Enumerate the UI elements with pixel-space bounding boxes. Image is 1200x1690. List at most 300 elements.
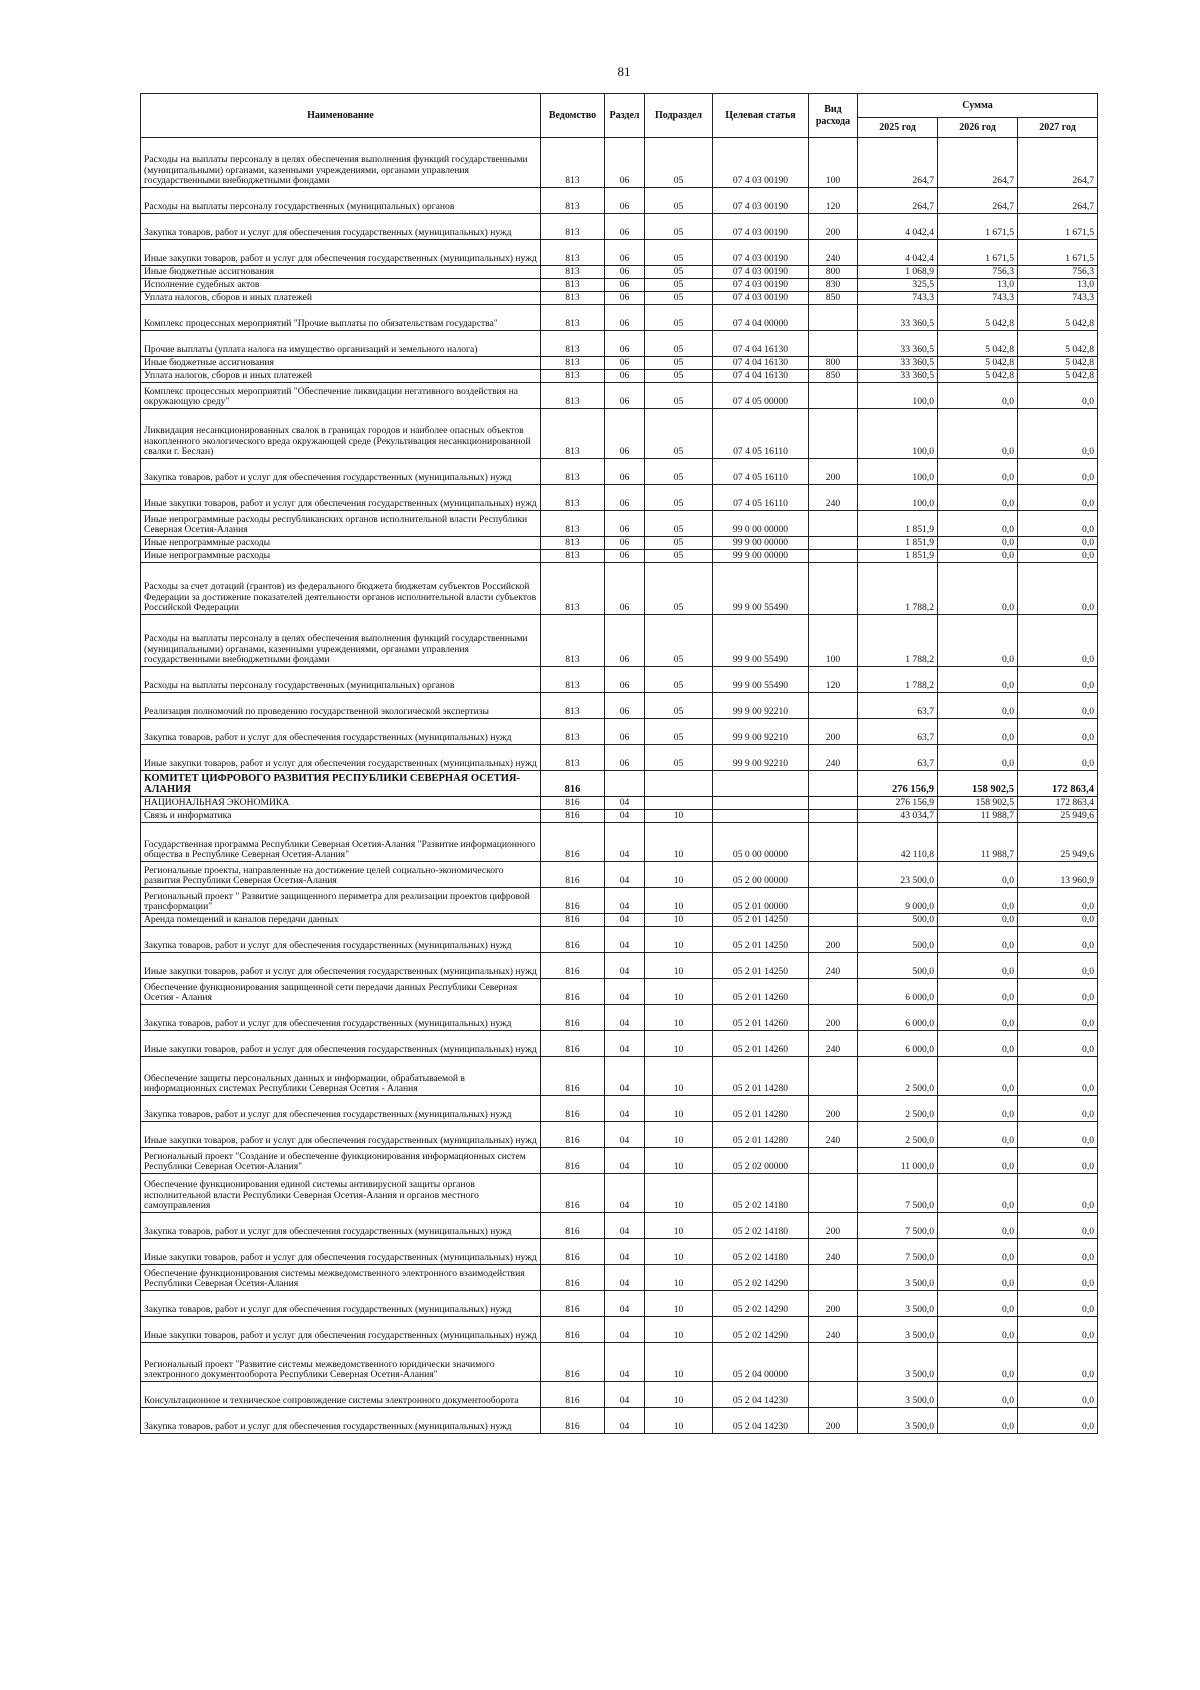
cell-subsection: 05 bbox=[645, 357, 713, 370]
cell-subsection: 10 bbox=[645, 1213, 713, 1239]
cell-sum-2025: 3 500,0 bbox=[858, 1317, 938, 1343]
cell-sum-2025: 7 500,0 bbox=[858, 1239, 938, 1265]
table-row bbox=[141, 214, 1098, 240]
cell-target-article: 05 2 01 14280 bbox=[713, 1096, 809, 1122]
cell-expense-type bbox=[809, 797, 858, 810]
table-row bbox=[141, 485, 1098, 511]
cell-expense-type: 100 bbox=[809, 615, 858, 667]
cell-department: 816 bbox=[541, 1122, 605, 1148]
cell-name: Связь и информатика bbox=[141, 810, 541, 823]
cell-sum-2026: 0,0 bbox=[938, 1265, 1018, 1291]
cell-subsection: 05 bbox=[645, 279, 713, 292]
cell-name: Государственная программа Республики Северная Осетия-Алания "Развитие информационного общества в Республике Северная Осетия-Алания" bbox=[141, 823, 541, 862]
table-row bbox=[141, 797, 1098, 810]
cell-sum-2026: 0,0 bbox=[938, 693, 1018, 719]
cell-department: 816 bbox=[541, 953, 605, 979]
cell-subsection: 10 bbox=[645, 1148, 713, 1174]
cell-name: КОМИТЕТ ЦИФРОВОГО РАЗВИТИЯ РЕСПУБЛИКИ СЕВЕРНАЯ ОСЕТИЯ-АЛАНИЯ bbox=[141, 771, 541, 797]
cell-target-article: 07 4 03 00190 bbox=[713, 240, 809, 266]
cell-department: 816 bbox=[541, 1291, 605, 1317]
cell-sum-2025: 63,7 bbox=[858, 693, 938, 719]
cell-name: Обеспечение защиты персональных данных и информации, обрабатываемой в информационных системах Республики Северная Осетия - Алания bbox=[141, 1057, 541, 1096]
cell-sum-2026: 11 988,7 bbox=[938, 810, 1018, 823]
cell-sum-2026: 0,0 bbox=[938, 485, 1018, 511]
cell-target-article: 07 4 04 16130 bbox=[713, 331, 809, 357]
cell-sum-2027: 0,0 bbox=[1018, 1265, 1098, 1291]
cell-section: 06 bbox=[605, 719, 645, 745]
cell-name: Региональный проект " Развитие защищенного периметра для реализации проектов цифровой трансформации" bbox=[141, 888, 541, 914]
cell-section: 04 bbox=[605, 1213, 645, 1239]
cell-sum-2025: 33 360,5 bbox=[858, 305, 938, 331]
cell-expense-type bbox=[809, 693, 858, 719]
cell-department: 813 bbox=[541, 459, 605, 485]
cell-target-article: 05 2 01 14250 bbox=[713, 953, 809, 979]
cell-section: 04 bbox=[605, 1382, 645, 1408]
cell-name: Закупка товаров, работ и услуг для обеспечения государственных (муниципальных) нужд bbox=[141, 214, 541, 240]
cell-name: Реализация полномочий по проведению государственной экологической экспертизы bbox=[141, 693, 541, 719]
cell-sum-2027: 0,0 bbox=[1018, 1291, 1098, 1317]
table-row bbox=[141, 1057, 1098, 1096]
cell-target-article: 05 2 02 00000 bbox=[713, 1148, 809, 1174]
cell-target-article: 99 9 00 55490 bbox=[713, 667, 809, 693]
cell-target-article: 07 4 03 00190 bbox=[713, 138, 809, 188]
cell-name: Иные закупки товаров, работ и услуг для обеспечения государственных (муниципальных) нужд bbox=[141, 953, 541, 979]
cell-name: Расходы на выплаты персоналу в целях обеспечения выполнения функций государственными (муниципальными) органами, казенными учреждениями, органами управления государственными внебюджетными фондами bbox=[141, 615, 541, 667]
cell-sum-2026: 5 042,8 bbox=[938, 331, 1018, 357]
cell-sum-2026: 0,0 bbox=[938, 1174, 1018, 1213]
cell-expense-type bbox=[809, 409, 858, 459]
cell-sum-2025: 500,0 bbox=[858, 927, 938, 953]
cell-section: 04 bbox=[605, 914, 645, 927]
cell-name: Закупка товаров, работ и услуг для обеспечения государственных (муниципальных) нужд bbox=[141, 1005, 541, 1031]
table-row bbox=[141, 305, 1098, 331]
cell-sum-2027: 0,0 bbox=[1018, 745, 1098, 771]
cell-subsection: 10 bbox=[645, 1265, 713, 1291]
cell-sum-2026: 0,0 bbox=[938, 1408, 1018, 1434]
cell-name: Иные закупки товаров, работ и услуг для обеспечения государственных (муниципальных) нужд bbox=[141, 1239, 541, 1265]
cell-section: 06 bbox=[605, 292, 645, 305]
cell-subsection: 05 bbox=[645, 266, 713, 279]
cell-sum-2026: 0,0 bbox=[938, 745, 1018, 771]
cell-department: 813 bbox=[541, 370, 605, 383]
cell-sum-2026: 0,0 bbox=[938, 953, 1018, 979]
table-row bbox=[141, 292, 1098, 305]
cell-target-article: 99 0 00 00000 bbox=[713, 511, 809, 537]
table-row bbox=[141, 1317, 1098, 1343]
cell-sum-2025: 500,0 bbox=[858, 914, 938, 927]
cell-expense-type bbox=[809, 888, 858, 914]
header-sum: Сумма bbox=[858, 94, 1098, 118]
cell-sum-2025: 1 851,9 bbox=[858, 537, 938, 550]
cell-sum-2027: 0,0 bbox=[1018, 1174, 1098, 1213]
cell-department: 816 bbox=[541, 823, 605, 862]
cell-section: 04 bbox=[605, 810, 645, 823]
cell-sum-2026: 0,0 bbox=[938, 1122, 1018, 1148]
cell-section: 06 bbox=[605, 667, 645, 693]
table-row bbox=[141, 745, 1098, 771]
cell-subsection: 10 bbox=[645, 927, 713, 953]
cell-sum-2026: 264,7 bbox=[938, 138, 1018, 188]
cell-expense-type: 800 bbox=[809, 357, 858, 370]
cell-sum-2027: 0,0 bbox=[1018, 1057, 1098, 1096]
table-row bbox=[141, 409, 1098, 459]
cell-expense-type bbox=[809, 1174, 858, 1213]
cell-sum-2025: 264,7 bbox=[858, 138, 938, 188]
cell-name: Иные закупки товаров, работ и услуг для обеспечения государственных (муниципальных) нужд bbox=[141, 1122, 541, 1148]
cell-target-article: 05 2 02 14180 bbox=[713, 1239, 809, 1265]
cell-expense-type: 240 bbox=[809, 1031, 858, 1057]
cell-expense-type: 200 bbox=[809, 459, 858, 485]
cell-sum-2026: 158 902,5 bbox=[938, 771, 1018, 797]
cell-sum-2026: 0,0 bbox=[938, 914, 1018, 927]
cell-section: 04 bbox=[605, 797, 645, 810]
cell-department: 816 bbox=[541, 888, 605, 914]
cell-subsection: 10 bbox=[645, 1057, 713, 1096]
cell-sum-2027: 0,0 bbox=[1018, 1239, 1098, 1265]
cell-sum-2027: 1 671,5 bbox=[1018, 214, 1098, 240]
cell-section: 04 bbox=[605, 1122, 645, 1148]
cell-department: 816 bbox=[541, 1265, 605, 1291]
cell-sum-2026: 0,0 bbox=[938, 511, 1018, 537]
cell-expense-type bbox=[809, 305, 858, 331]
cell-sum-2025: 3 500,0 bbox=[858, 1382, 938, 1408]
cell-sum-2027: 0,0 bbox=[1018, 1096, 1098, 1122]
table-row bbox=[141, 1096, 1098, 1122]
table-row bbox=[141, 188, 1098, 214]
header-name: Наименование bbox=[141, 94, 541, 138]
cell-target-article: 05 2 02 14180 bbox=[713, 1213, 809, 1239]
cell-subsection bbox=[645, 797, 713, 810]
table-row bbox=[141, 563, 1098, 615]
cell-name: Комплекс процессных мероприятий "Прочие выплаты по обязательствам государства" bbox=[141, 305, 541, 331]
cell-section: 04 bbox=[605, 1408, 645, 1434]
cell-department: 816 bbox=[541, 1174, 605, 1213]
table-row bbox=[141, 1174, 1098, 1213]
cell-sum-2027: 25 949,6 bbox=[1018, 810, 1098, 823]
cell-sum-2027: 13,0 bbox=[1018, 279, 1098, 292]
cell-name: Иные закупки товаров, работ и услуг для обеспечения государственных (муниципальных) нужд bbox=[141, 1317, 541, 1343]
cell-sum-2027: 0,0 bbox=[1018, 1382, 1098, 1408]
cell-sum-2027: 264,7 bbox=[1018, 138, 1098, 188]
cell-section: 04 bbox=[605, 1031, 645, 1057]
cell-subsection: 05 bbox=[645, 331, 713, 357]
cell-expense-type: 200 bbox=[809, 927, 858, 953]
cell-sum-2025: 7 500,0 bbox=[858, 1174, 938, 1213]
cell-expense-type: 800 bbox=[809, 266, 858, 279]
table-row bbox=[141, 240, 1098, 266]
table-row bbox=[141, 1031, 1098, 1057]
cell-subsection: 05 bbox=[645, 214, 713, 240]
cell-subsection: 05 bbox=[645, 550, 713, 563]
cell-department: 813 bbox=[541, 719, 605, 745]
cell-target-article: 05 2 04 14230 bbox=[713, 1408, 809, 1434]
cell-expense-type: 240 bbox=[809, 240, 858, 266]
cell-department: 816 bbox=[541, 1239, 605, 1265]
cell-section: 06 bbox=[605, 693, 645, 719]
cell-target-article: 07 4 03 00190 bbox=[713, 214, 809, 240]
cell-expense-type bbox=[809, 537, 858, 550]
cell-sum-2025: 3 500,0 bbox=[858, 1291, 938, 1317]
cell-target-article: 07 4 03 00190 bbox=[713, 292, 809, 305]
cell-name: Иные закупки товаров, работ и услуг для обеспечения государственных (муниципальных) нужд bbox=[141, 1031, 541, 1057]
cell-sum-2027: 5 042,8 bbox=[1018, 331, 1098, 357]
cell-target-article: 05 2 01 14250 bbox=[713, 927, 809, 953]
cell-sum-2025: 6 000,0 bbox=[858, 1031, 938, 1057]
cell-section: 06 bbox=[605, 331, 645, 357]
cell-sum-2026: 0,0 bbox=[938, 888, 1018, 914]
cell-section: 04 bbox=[605, 1343, 645, 1382]
cell-department: 813 bbox=[541, 240, 605, 266]
cell-expense-type bbox=[809, 550, 858, 563]
cell-sum-2025: 3 500,0 bbox=[858, 1265, 938, 1291]
cell-sum-2027: 0,0 bbox=[1018, 693, 1098, 719]
table-row bbox=[141, 1005, 1098, 1031]
cell-sum-2025: 7 500,0 bbox=[858, 1213, 938, 1239]
cell-expense-type bbox=[809, 862, 858, 888]
cell-expense-type bbox=[809, 1265, 858, 1291]
cell-sum-2026: 0,0 bbox=[938, 1291, 1018, 1317]
cell-expense-type: 850 bbox=[809, 292, 858, 305]
cell-sum-2025: 3 500,0 bbox=[858, 1408, 938, 1434]
cell-expense-type: 200 bbox=[809, 1408, 858, 1434]
cell-department: 813 bbox=[541, 214, 605, 240]
cell-sum-2025: 33 360,5 bbox=[858, 357, 938, 370]
cell-department: 813 bbox=[541, 383, 605, 409]
cell-name: Прочие выплаты (уплата налога на имущество организаций и земельного налога) bbox=[141, 331, 541, 357]
header-target-article: Целевая статья bbox=[713, 94, 809, 138]
cell-sum-2027: 0,0 bbox=[1018, 1343, 1098, 1382]
cell-subsection: 05 bbox=[645, 563, 713, 615]
cell-section: 06 bbox=[605, 409, 645, 459]
cell-sum-2027: 743,3 bbox=[1018, 292, 1098, 305]
cell-sum-2025: 33 360,5 bbox=[858, 370, 938, 383]
cell-sum-2027: 0,0 bbox=[1018, 511, 1098, 537]
cell-department: 813 bbox=[541, 266, 605, 279]
cell-sum-2027: 0,0 bbox=[1018, 953, 1098, 979]
cell-section: 06 bbox=[605, 615, 645, 667]
cell-department: 813 bbox=[541, 693, 605, 719]
cell-section: 06 bbox=[605, 357, 645, 370]
cell-section: 06 bbox=[605, 214, 645, 240]
table-row bbox=[141, 1213, 1098, 1239]
table-row bbox=[141, 927, 1098, 953]
cell-sum-2025: 264,7 bbox=[858, 188, 938, 214]
cell-section: 04 bbox=[605, 927, 645, 953]
table-row bbox=[141, 1148, 1098, 1174]
cell-sum-2025: 500,0 bbox=[858, 953, 938, 979]
cell-target-article: 07 4 03 00190 bbox=[713, 266, 809, 279]
table-row bbox=[141, 888, 1098, 914]
cell-department: 813 bbox=[541, 745, 605, 771]
cell-sum-2025: 743,3 bbox=[858, 292, 938, 305]
cell-name: Иные закупки товаров, работ и услуг для обеспечения государственных (муниципальных) нужд bbox=[141, 745, 541, 771]
cell-name: Расходы на выплаты персоналу в целях обеспечения выполнения функций государственными (муниципальными) органами, казенными учреждениями, органами управления государственными внебюджетными фондами bbox=[141, 138, 541, 188]
cell-subsection: 10 bbox=[645, 979, 713, 1005]
cell-department: 813 bbox=[541, 537, 605, 550]
cell-sum-2025: 1 851,9 bbox=[858, 550, 938, 563]
cell-name: Региональный проект "Создание и обеспечение функционирования информационных систем Республики Северная Осетия-Алания" bbox=[141, 1148, 541, 1174]
cell-sum-2026: 0,0 bbox=[938, 1005, 1018, 1031]
table-row bbox=[141, 862, 1098, 888]
cell-sum-2027: 0,0 bbox=[1018, 459, 1098, 485]
cell-target-article: 07 4 05 16110 bbox=[713, 459, 809, 485]
cell-sum-2027: 756,3 bbox=[1018, 266, 1098, 279]
cell-subsection: 10 bbox=[645, 1239, 713, 1265]
cell-subsection: 10 bbox=[645, 810, 713, 823]
cell-sum-2027: 172 863,4 bbox=[1018, 771, 1098, 797]
cell-section: 04 bbox=[605, 1239, 645, 1265]
cell-target-article: 99 9 00 55490 bbox=[713, 615, 809, 667]
table-row bbox=[141, 1343, 1098, 1382]
table-row bbox=[141, 331, 1098, 357]
cell-name: Иные бюджетные ассигнования bbox=[141, 266, 541, 279]
cell-sum-2027: 0,0 bbox=[1018, 927, 1098, 953]
cell-section: 04 bbox=[605, 888, 645, 914]
cell-subsection: 05 bbox=[645, 693, 713, 719]
cell-department: 813 bbox=[541, 331, 605, 357]
cell-sum-2025: 3 500,0 bbox=[858, 1343, 938, 1382]
header-subsection: Подраздел bbox=[645, 94, 713, 138]
cell-target-article: 05 2 01 14260 bbox=[713, 979, 809, 1005]
cell-sum-2025: 42 110,8 bbox=[858, 823, 938, 862]
cell-sum-2026: 0,0 bbox=[938, 1096, 1018, 1122]
cell-subsection: 05 bbox=[645, 240, 713, 266]
cell-department: 816 bbox=[541, 1317, 605, 1343]
cell-department: 816 bbox=[541, 1382, 605, 1408]
cell-sum-2026: 0,0 bbox=[938, 1382, 1018, 1408]
cell-section: 04 bbox=[605, 1291, 645, 1317]
cell-sum-2025: 100,0 bbox=[858, 459, 938, 485]
cell-sum-2026: 5 042,8 bbox=[938, 305, 1018, 331]
table-row bbox=[141, 771, 1098, 797]
cell-name: Закупка товаров, работ и услуг для обеспечения государственных (муниципальных) нужд bbox=[141, 719, 541, 745]
cell-department: 816 bbox=[541, 979, 605, 1005]
cell-department: 813 bbox=[541, 357, 605, 370]
cell-sum-2027: 5 042,8 bbox=[1018, 370, 1098, 383]
cell-subsection: 10 bbox=[645, 862, 713, 888]
cell-name: Иные закупки товаров, работ и услуг для обеспечения государственных (муниципальных) нужд bbox=[141, 485, 541, 511]
cell-subsection: 05 bbox=[645, 615, 713, 667]
cell-name: Обеспечение функционирования единой системы антивирусной защиты органов исполнительной власти Республики Северная Осетия-Алания и органов местного самоуправления bbox=[141, 1174, 541, 1213]
cell-subsection: 05 bbox=[645, 537, 713, 550]
cell-target-article bbox=[713, 810, 809, 823]
cell-expense-type: 200 bbox=[809, 1291, 858, 1317]
cell-section: 06 bbox=[605, 563, 645, 615]
cell-subsection: 05 bbox=[645, 292, 713, 305]
cell-target-article: 99 9 00 00000 bbox=[713, 537, 809, 550]
cell-subsection: 10 bbox=[645, 1291, 713, 1317]
cell-subsection: 05 bbox=[645, 511, 713, 537]
cell-target-article: 07 4 05 00000 bbox=[713, 383, 809, 409]
cell-target-article: 07 4 03 00190 bbox=[713, 188, 809, 214]
cell-expense-type: 240 bbox=[809, 1122, 858, 1148]
cell-sum-2026: 5 042,8 bbox=[938, 357, 1018, 370]
cell-name: Уплата налогов, сборов и иных платежей bbox=[141, 370, 541, 383]
cell-sum-2027: 264,7 bbox=[1018, 188, 1098, 214]
cell-section: 06 bbox=[605, 279, 645, 292]
cell-section: 06 bbox=[605, 459, 645, 485]
cell-target-article bbox=[713, 797, 809, 810]
cell-department: 813 bbox=[541, 550, 605, 563]
cell-name: Иные непрограммные расходы республиканских органов исполнительной власти Республики Северная Осетия-Алания bbox=[141, 511, 541, 537]
cell-section: 06 bbox=[605, 485, 645, 511]
cell-sum-2026: 0,0 bbox=[938, 1343, 1018, 1382]
cell-target-article: 07 4 04 00000 bbox=[713, 305, 809, 331]
cell-name: Закупка товаров, работ и услуг для обеспечения государственных (муниципальных) нужд bbox=[141, 1213, 541, 1239]
cell-expense-type bbox=[809, 771, 858, 797]
cell-sum-2025: 6 000,0 bbox=[858, 979, 938, 1005]
cell-section: 06 bbox=[605, 370, 645, 383]
cell-target-article: 07 4 03 00190 bbox=[713, 279, 809, 292]
cell-name: Региональный проект "Развитие системы межведомственного юридически значимого электронного документооборота Республики Северная Осетия-Алания" bbox=[141, 1343, 541, 1382]
cell-target-article bbox=[713, 771, 809, 797]
cell-section: 04 bbox=[605, 1005, 645, 1031]
cell-sum-2026: 0,0 bbox=[938, 615, 1018, 667]
cell-expense-type: 240 bbox=[809, 1239, 858, 1265]
cell-subsection: 10 bbox=[645, 1174, 713, 1213]
cell-name: Обеспечение функционирования системы межведомственного электронного взаимодействия Республики Северная Осетия-Алания bbox=[141, 1265, 541, 1291]
cell-sum-2025: 43 034,7 bbox=[858, 810, 938, 823]
cell-sum-2025: 23 500,0 bbox=[858, 862, 938, 888]
cell-name: Ликвидация несанкционированных свалок в границах городов и наиболее опасных объектов накопленного экологического вреда окружающей среде (Рекультивация несанкционированной свалки г. Беслан) bbox=[141, 409, 541, 459]
cell-name: Обеспечение функционирования защищенной сети передачи данных Республики Северная Осетия - Алания bbox=[141, 979, 541, 1005]
cell-sum-2026: 11 988,7 bbox=[938, 823, 1018, 862]
cell-subsection: 10 bbox=[645, 888, 713, 914]
cell-section: 06 bbox=[605, 188, 645, 214]
cell-subsection: 10 bbox=[645, 1005, 713, 1031]
cell-section: 06 bbox=[605, 537, 645, 550]
cell-section: 06 bbox=[605, 240, 645, 266]
cell-expense-type bbox=[809, 823, 858, 862]
cell-sum-2027: 0,0 bbox=[1018, 719, 1098, 745]
cell-department: 816 bbox=[541, 1031, 605, 1057]
cell-subsection: 05 bbox=[645, 370, 713, 383]
cell-section: 06 bbox=[605, 745, 645, 771]
cell-sum-2026: 0,0 bbox=[938, 459, 1018, 485]
cell-section: 04 bbox=[605, 862, 645, 888]
cell-department: 813 bbox=[541, 563, 605, 615]
table-row bbox=[141, 357, 1098, 370]
table-body bbox=[141, 138, 1098, 1434]
cell-department: 816 bbox=[541, 1343, 605, 1382]
cell-expense-type: 100 bbox=[809, 138, 858, 188]
header-section: Раздел bbox=[605, 94, 645, 138]
cell-section bbox=[605, 771, 645, 797]
cell-department: 816 bbox=[541, 771, 605, 797]
cell-target-article: 05 2 01 14280 bbox=[713, 1057, 809, 1096]
cell-sum-2025: 325,5 bbox=[858, 279, 938, 292]
cell-sum-2027: 0,0 bbox=[1018, 563, 1098, 615]
cell-sum-2025: 4 042,4 bbox=[858, 214, 938, 240]
cell-target-article: 05 2 02 14180 bbox=[713, 1174, 809, 1213]
cell-section: 06 bbox=[605, 383, 645, 409]
header-year-2027: 2027 год bbox=[1018, 118, 1098, 138]
cell-target-article: 05 2 04 14230 bbox=[713, 1382, 809, 1408]
cell-section: 04 bbox=[605, 1148, 645, 1174]
cell-sum-2027: 0,0 bbox=[1018, 615, 1098, 667]
budget-table bbox=[140, 93, 1098, 1434]
cell-target-article: 05 2 01 14280 bbox=[713, 1122, 809, 1148]
cell-expense-type: 120 bbox=[809, 188, 858, 214]
cell-expense-type: 200 bbox=[809, 1213, 858, 1239]
cell-section: 06 bbox=[605, 550, 645, 563]
cell-sum-2027: 25 949,6 bbox=[1018, 823, 1098, 862]
cell-sum-2026: 0,0 bbox=[938, 862, 1018, 888]
cell-target-article: 05 2 01 14250 bbox=[713, 914, 809, 927]
cell-department: 816 bbox=[541, 1005, 605, 1031]
cell-department: 813 bbox=[541, 292, 605, 305]
header-department: Ведомство bbox=[541, 94, 605, 138]
